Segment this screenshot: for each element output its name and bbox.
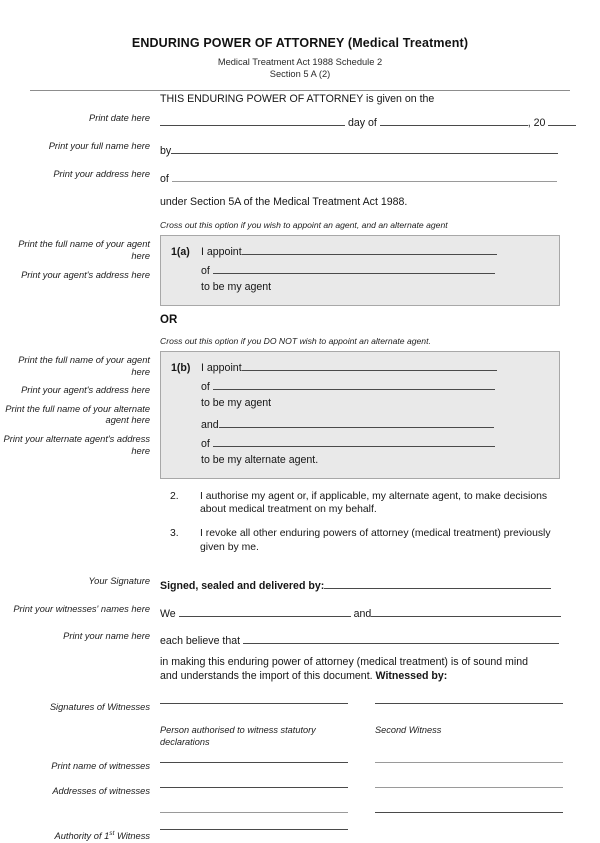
option-a-of-word: of <box>201 265 210 277</box>
and-word-signature: and <box>353 607 372 620</box>
witness-print-name-row <box>0 761 600 773</box>
witness-2-print-name-input[interactable] <box>375 761 563 763</box>
signed-sealed-text: Signed, sealed and delivered by <box>160 579 321 592</box>
address-input[interactable] <box>172 170 557 182</box>
option-a-agent-address-label: Print your agent's address here <box>21 270 150 281</box>
clause-3-number: 3. <box>170 528 179 540</box>
option-b-and-line <box>171 416 549 435</box>
or-divider: OR <box>160 314 178 326</box>
clause-item <box>160 527 560 553</box>
address-label: Print your address here <box>53 169 150 179</box>
option-a-agent-name-label: Print the full name of your agent here <box>18 239 150 261</box>
option-b-alternate-closing-line <box>171 454 549 470</box>
option-b-alternate-closing: to be my alternate agent. <box>201 454 319 466</box>
option-b-agent-closing: to be my agent <box>201 397 272 409</box>
by-word: by <box>160 145 172 157</box>
witness-2-address-input-2[interactable] <box>375 811 563 813</box>
witness-captions-row <box>0 725 600 748</box>
date-month-input[interactable] <box>380 114 528 126</box>
option-a-closing: to be my agent <box>201 281 272 293</box>
option-a-number: 1(a) <box>171 246 190 258</box>
date-day-input[interactable] <box>160 114 345 126</box>
witness-signatures-label: Signatures of Witnesses <box>49 701 150 712</box>
option-a-note: Cross out this option if you wish to appoint an agent, and an alternate agent <box>160 220 448 230</box>
statement-line-2: and understands the import of this document. <box>160 669 373 682</box>
option-b-number: 1(b) <box>171 362 191 374</box>
full-name-row <box>0 141 600 159</box>
option-b-note: Cross out this option if you DO NOT wish to appoint an alternate agent. <box>160 336 431 346</box>
header-divider <box>30 90 570 91</box>
authority-label-pre: Authority of 1 <box>54 831 110 842</box>
authority-label <box>0 828 160 843</box>
witnessed-by-text: Witnessed by <box>375 669 444 682</box>
signature-input[interactable] <box>324 577 551 589</box>
option-b-note-row <box>0 336 600 346</box>
witness-1-address-input-2[interactable] <box>160 811 348 813</box>
witnessed-colon: : <box>443 669 448 682</box>
option-b-alternate-name-input[interactable] <box>219 416 494 428</box>
authority-label-sup: st <box>109 830 115 838</box>
witness-1-signature-col <box>160 702 348 704</box>
witness-1-caption: Person authorised to witness statutory declarations <box>160 725 316 747</box>
authority-label-post: Witness <box>114 831 150 842</box>
witness-2-caption: Second Witness <box>375 725 442 736</box>
authority-input[interactable] <box>160 828 348 830</box>
clause-2-row <box>0 490 600 516</box>
clause-2-text: I authorise my agent or, if applicable, my alternate agent, to make decisions about medical treatment on my behalf. <box>200 491 548 516</box>
date-year-input[interactable] <box>548 114 576 126</box>
option-b-agent-address-input[interactable] <box>213 378 495 390</box>
witness-1-address-input-1[interactable] <box>160 786 348 788</box>
option-b-alternate-address-input[interactable] <box>213 435 495 447</box>
option-a-box[interactable] <box>160 235 560 306</box>
we-word: We <box>160 607 176 620</box>
statement-line-1: in making this enduring power of attorney (medical treatment) is of sound mind <box>160 655 529 668</box>
witness-names-label: Print your witnesses' names here <box>13 603 150 614</box>
clause-2-number: 2. <box>170 491 179 502</box>
option-b-agent-closing-line <box>171 397 549 416</box>
page-title: ENDURING POWER OF ATTORNEY (Medical Treatment) <box>131 36 469 50</box>
option-b-agent-name-input[interactable] <box>242 359 497 371</box>
full-name-input[interactable] <box>171 142 558 154</box>
each-believe-text: each believe that <box>160 634 241 647</box>
principal-name-input[interactable] <box>243 632 559 644</box>
witness-address-row-2 <box>0 811 600 813</box>
option-a-row <box>0 235 600 306</box>
witness-1-name-input[interactable] <box>179 605 351 617</box>
option-b-of-line-1 <box>171 378 549 397</box>
authority-row <box>0 828 600 843</box>
option-a-appoint-word: I appoint <box>201 246 242 258</box>
principal-name-row <box>0 631 600 649</box>
option-a-of-line <box>171 262 549 281</box>
your-signature-label: Your Signature <box>88 575 150 586</box>
address-row <box>0 169 600 187</box>
intro-heading: THIS ENDURING POWER OF ATTORNEY is given on the <box>160 93 435 105</box>
option-b-box[interactable] <box>160 351 560 479</box>
statute-line: under Section 5A of the Medical Treatment Act 1988. <box>160 196 408 208</box>
option-b-row <box>0 351 600 479</box>
option-b-agent-name-label: Print the full name of your agent here <box>18 355 150 377</box>
clause-3-row <box>0 527 600 553</box>
witness-print-name-label: Print name of witnesses <box>51 761 150 772</box>
day-of-text: day of <box>347 117 377 129</box>
witness-address-label: Addresses of witnesses <box>52 785 150 796</box>
witness-2-address-input-1[interactable] <box>375 786 563 788</box>
document-subtitle-line2: Section 5 A (2) <box>269 69 331 79</box>
date-label: Print date here <box>89 113 150 123</box>
witness-2-signature-input[interactable] <box>375 702 563 704</box>
statute-row <box>0 196 600 208</box>
witness-signatures-row <box>0 702 600 714</box>
option-a-note-row <box>0 220 600 230</box>
option-b-of-line-2 <box>171 435 549 454</box>
option-b-of-word-2: of <box>201 438 210 450</box>
or-divider-row <box>0 310 600 328</box>
option-b-alternate-name-label: Print the full name of your alternate agent here <box>5 403 150 426</box>
witness-2-name-input[interactable] <box>371 605 561 617</box>
option-b-and-word: and <box>201 419 219 431</box>
option-b-of-word-1: of <box>201 381 210 393</box>
option-a-appoint-line <box>171 243 549 262</box>
date-row <box>0 113 600 131</box>
signature-row <box>0 576 600 594</box>
witness-address-row-1 <box>0 786 600 798</box>
document-subtitle-line1: Medical Treatment Act 1988 Schedule 2 <box>217 57 383 67</box>
full-name-label: Print your full name here <box>48 141 150 151</box>
witness-1-signature-input[interactable] <box>160 702 348 704</box>
option-a-closing-line <box>171 281 549 297</box>
option-b-alternate-address-label: Print your alternate agent's address here <box>3 433 150 456</box>
option-a-agent-name-input[interactable] <box>242 243 497 255</box>
witness-names-row <box>0 604 600 622</box>
clause-item <box>160 490 560 516</box>
option-b-appoint-word: I appoint <box>201 362 242 374</box>
option-b-appoint-line <box>171 359 549 378</box>
signed-colon: : <box>320 579 325 592</box>
option-b-labels <box>0 351 160 457</box>
year-prefix-text: , 20 <box>527 117 546 129</box>
of-word: of <box>160 173 169 185</box>
option-b-agent-address-label: Print your agent's address here <box>21 385 150 396</box>
intro-heading-row <box>0 79 600 106</box>
your-name-label: Print your name here <box>63 630 150 641</box>
clause-3-text: I revoke all other enduring powers of attorney (medical treatment) previously given by me. <box>200 528 551 553</box>
witness-1-print-name-input[interactable] <box>160 761 348 763</box>
statement-row <box>0 656 600 682</box>
witness-2-signature-col <box>375 702 563 704</box>
option-a-agent-address-input[interactable] <box>213 262 495 274</box>
option-a-labels <box>0 235 160 282</box>
